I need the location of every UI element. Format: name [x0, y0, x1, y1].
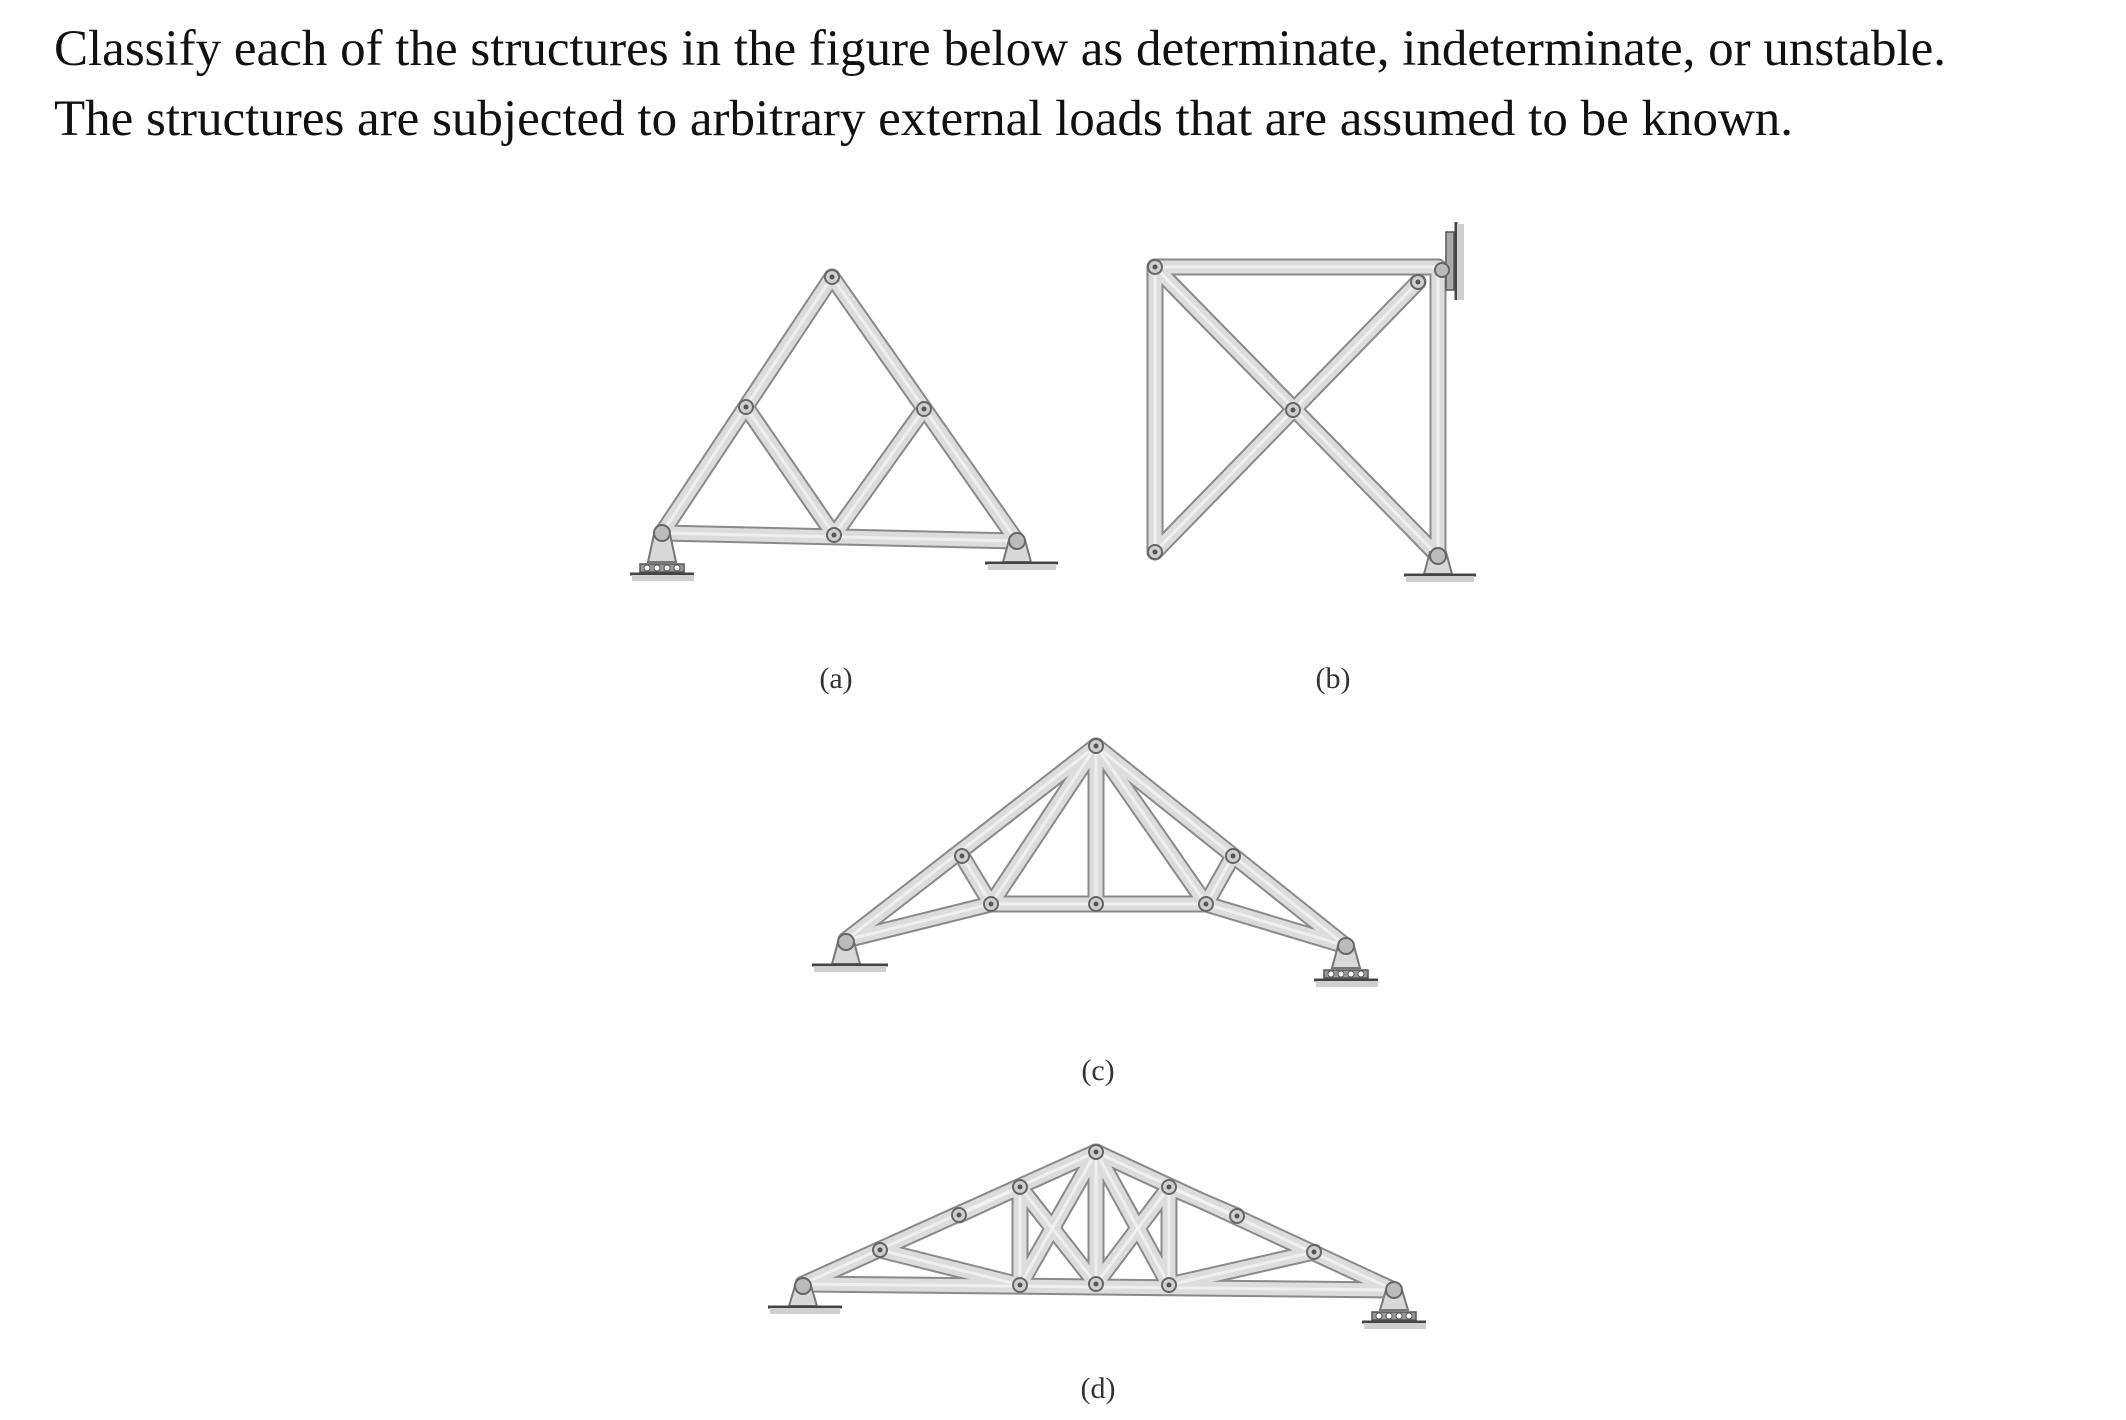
pin-center: [830, 275, 835, 280]
frame-b: [1148, 222, 1476, 695]
pin-center: [1167, 1283, 1172, 1288]
pin-center: [1018, 1283, 1023, 1288]
pin-center: [1416, 280, 1421, 285]
pin-center: [960, 854, 965, 859]
pin-center: [1167, 1185, 1172, 1190]
truss-a-members: [662, 277, 1017, 541]
pin-center: [1235, 1214, 1240, 1219]
pin-center: [1153, 550, 1158, 555]
truss-d: [768, 1145, 1426, 1405]
pin-center: [1094, 744, 1099, 749]
figure-label-b: (b): [1315, 662, 1351, 695]
truss-c: [812, 739, 1378, 1087]
member-highlight: [746, 407, 834, 535]
figure-label-a: (a): [819, 662, 853, 695]
member-highlight: [1155, 282, 1418, 552]
truss-a: [630, 270, 1058, 695]
question-line-1: Classify each of the structures in the figure below as determinate, indeterminate, or unstable.: [54, 21, 1947, 77]
truss-a-pins: [739, 270, 931, 542]
member-highlight: [834, 409, 924, 535]
pin-center: [1094, 902, 1099, 907]
pin-center: [1094, 1150, 1099, 1155]
question-line-2: The structures are subjected to arbitrary external loads that are assumed to be known.: [54, 91, 1794, 147]
figure-label-c: (c): [1081, 1054, 1115, 1087]
pin-support-b: [1404, 548, 1476, 582]
pin-center: [989, 902, 994, 907]
pin-center: [1094, 1282, 1099, 1287]
pin-center: [1153, 265, 1158, 270]
pin-center: [832, 533, 837, 538]
figure-label-d: (d): [1080, 1372, 1116, 1405]
pin-center: [1312, 1250, 1317, 1255]
truss-c-members: [846, 746, 1346, 946]
member-highlight: [962, 856, 991, 904]
pin-center: [1291, 408, 1296, 413]
pin-center: [957, 1213, 962, 1218]
pin-center: [1204, 902, 1209, 907]
pin-center: [1018, 1185, 1023, 1190]
pin-center: [744, 405, 749, 410]
truss-d-members: [803, 1152, 1394, 1290]
pin-center: [878, 1248, 883, 1253]
pin-center: [1231, 854, 1236, 859]
pin-center: [922, 407, 927, 412]
member-highlight: [1169, 1187, 1237, 1216]
